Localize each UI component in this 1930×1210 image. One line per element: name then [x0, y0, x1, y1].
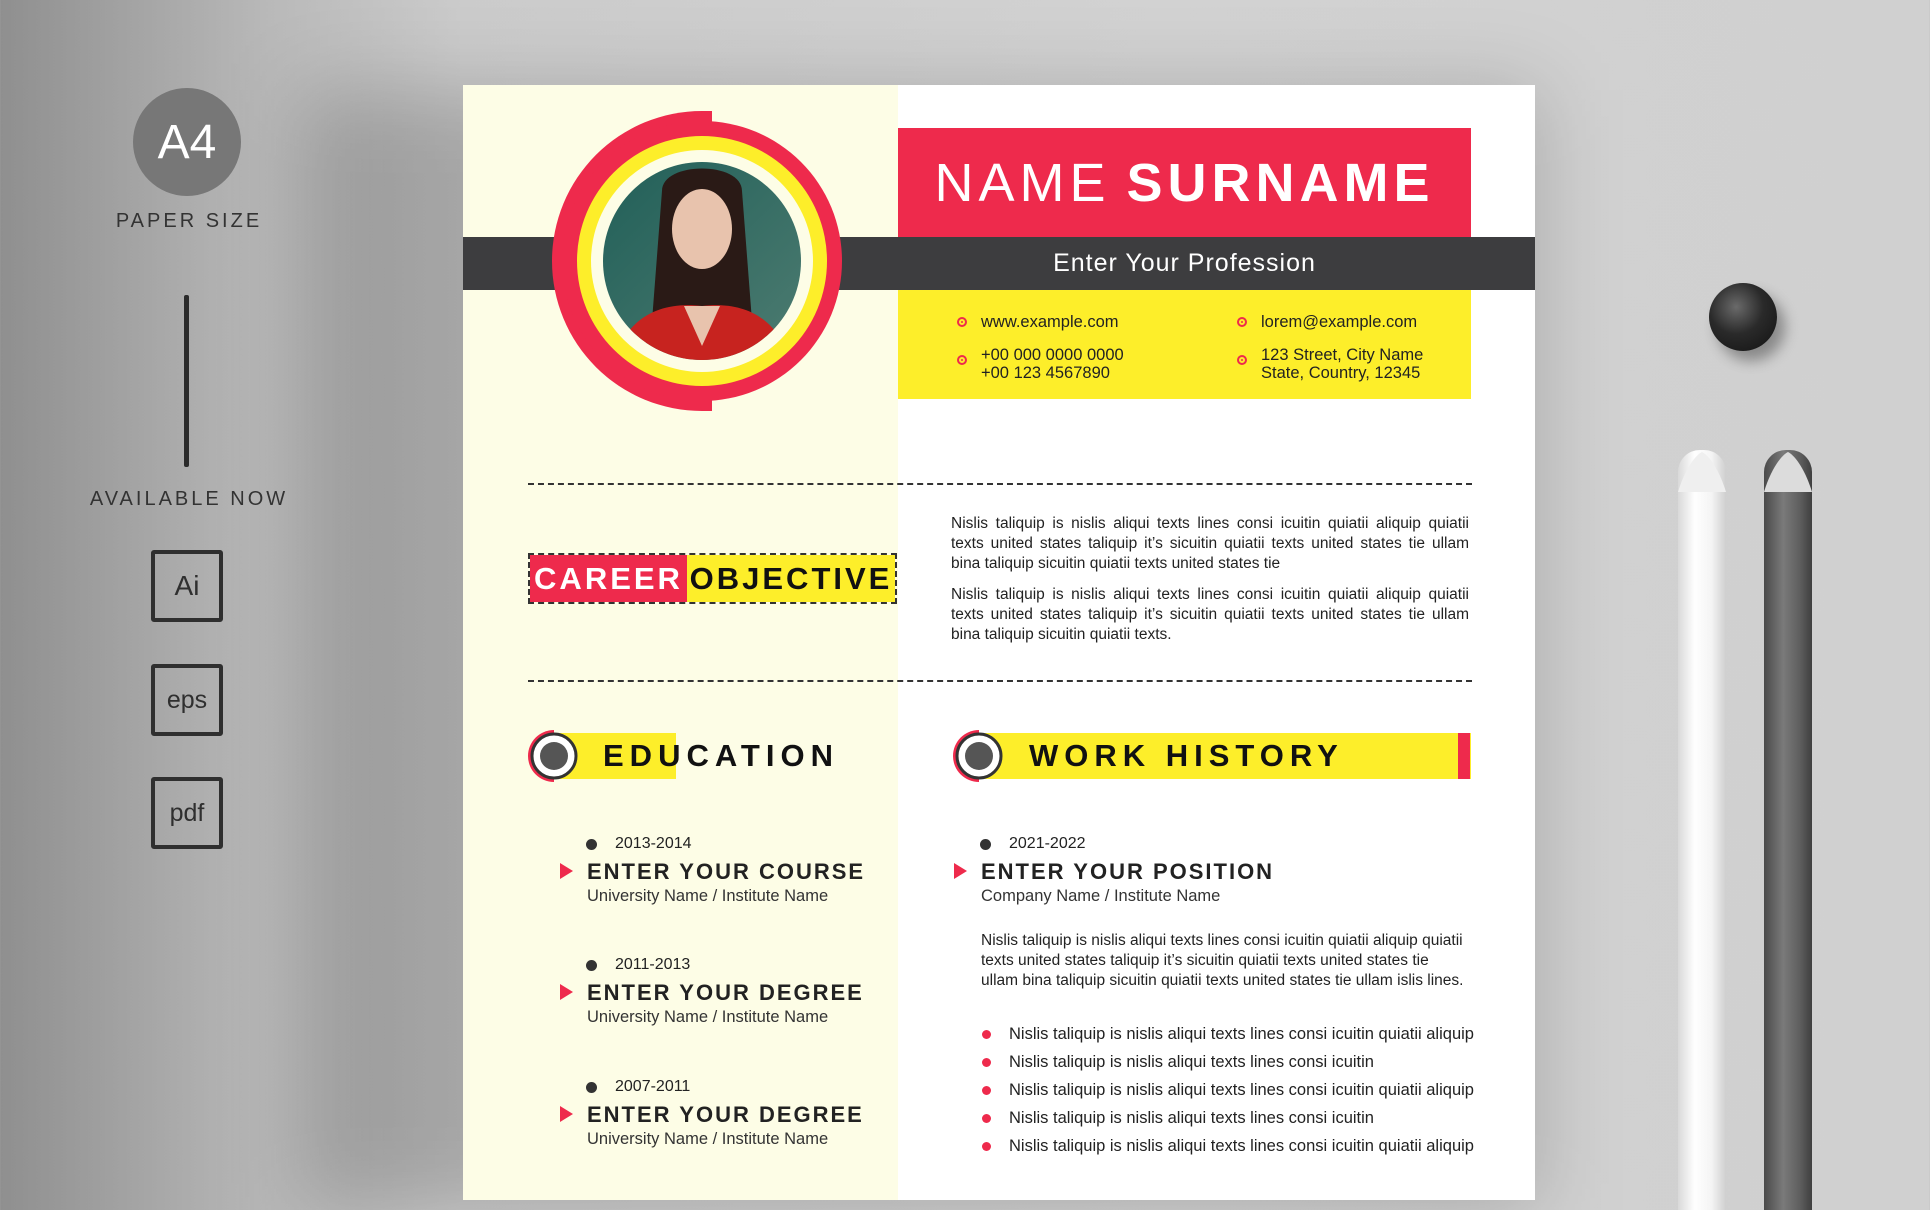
- resume-paper: [463, 85, 1535, 1200]
- push-pin: [1709, 283, 1777, 351]
- work-history-section-icon: [951, 728, 1007, 784]
- arrow-icon: [560, 863, 573, 879]
- objective-paragraph-1: Nislis taliquip is nislis aliqui texts lines consi icuitin quiatii aliquip quiatii texts united states taliquip it’s sicuitin quiatii texts united states tie ullam bina taliquip sicuitin quiatii texts united states tie: [951, 515, 1469, 572]
- work-bullet: Nislis taliquip is nislis aliqui texts lines consi icuitin: [1009, 1053, 1374, 1072]
- bullet-icon: [982, 1086, 991, 1095]
- date-bullet-icon: [586, 1082, 597, 1093]
- work-date: 2021-2022: [1009, 835, 1086, 853]
- available-now-label: AVAILABLE NOW: [89, 488, 289, 510]
- grey-stylus: [1764, 450, 1812, 1210]
- bullet-icon: [982, 1142, 991, 1151]
- education-date: 2007-2011: [615, 1078, 690, 1096]
- section-divider: [528, 483, 1472, 485]
- arrow-icon: [954, 863, 967, 879]
- arrow-icon: [560, 1106, 573, 1122]
- format-info-panel: [0, 0, 380, 1200]
- work-company: Company Name / Institute Name: [981, 887, 1221, 905]
- work-bullet: Nislis taliquip is nislis aliqui texts lines consi icuitin quiatii aliquip: [1009, 1137, 1474, 1156]
- first-name: NAME: [934, 152, 1111, 213]
- education-date: 2013-2014: [615, 835, 692, 853]
- education-title-item: ENTER YOUR COURSE: [587, 859, 865, 885]
- last-name: SURNAME: [1126, 152, 1435, 213]
- work-bullet: Nislis taliquip is nislis aliqui texts lines consi icuitin quiatii aliquip: [1009, 1081, 1474, 1100]
- bullet-icon: [982, 1030, 991, 1039]
- work-bullet: Nislis taliquip is nislis aliqui texts lines consi icuitin: [1009, 1109, 1374, 1128]
- pdf-format-icon: pdf: [151, 777, 223, 849]
- objective-paragraph-2: Nislis taliquip is nislis aliqui texts lines consi icuitin quiatii aliquip quiatii texts united states taliquip it’s sicuitin quiatii texts united states tie ullam bina taliquip sicuitin quiatii texts.: [951, 586, 1469, 643]
- education-institute: University Name / Institute Name: [587, 1130, 829, 1148]
- date-bullet-icon: [586, 960, 597, 971]
- date-bullet-icon: [980, 839, 991, 850]
- date-bullet-icon: [586, 839, 597, 850]
- career-objective-heading: CAREER OBJECTIVE: [528, 553, 897, 604]
- contact-email: lorem@example.com: [1261, 313, 1417, 331]
- education-institute: University Name / Institute Name: [587, 1008, 829, 1026]
- arrow-icon: [560, 984, 573, 1000]
- education-title: EDUCATION: [603, 738, 839, 773]
- bullet-icon: [982, 1058, 991, 1067]
- web-bullet-icon: [957, 317, 967, 327]
- white-stylus: [1678, 450, 1726, 1210]
- education-title-item: ENTER YOUR DEGREE: [587, 1102, 864, 1128]
- paper-size-label: PAPER SIZE: [115, 210, 263, 232]
- contact-website: www.example.com: [981, 313, 1119, 331]
- profile-photo: [552, 111, 852, 411]
- education-section-icon: [526, 728, 582, 784]
- bullet-icon: [982, 1114, 991, 1123]
- section-divider: [528, 680, 1472, 682]
- contact-address: 123 Street, City Name State, Country, 12345: [1261, 346, 1423, 382]
- address-bullet-icon: [1237, 355, 1247, 365]
- contact-phone: +00 000 0000 0000 +00 123 4567890: [981, 346, 1124, 382]
- work-position: ENTER YOUR POSITION: [981, 859, 1274, 885]
- a4-badge: A4: [133, 88, 241, 196]
- work-bullet: Nislis taliquip is nislis aliqui texts lines consi icuitin quiatii aliquip: [1009, 1025, 1474, 1044]
- contact-box: [898, 290, 1471, 399]
- profession: Enter Your Profession: [1053, 249, 1316, 277]
- work-description: Nislis taliquip is nislis aliqui texts lines consi icuitin quiatii aliquip quiatii texts united states taliquip it’s sicuitin quiatii texts united states tie ullam bina taliquip sicuitin quiatii texts united states tie ullam islis lines.: [981, 932, 1464, 989]
- phone-bullet-icon: [957, 355, 967, 365]
- education-institute: University Name / Institute Name: [587, 887, 829, 905]
- email-bullet-icon: [1237, 317, 1247, 327]
- ai-format-icon: Ai: [151, 550, 223, 622]
- work-history-band-end: [1458, 733, 1470, 779]
- name-banner: [898, 128, 1471, 237]
- work-history-title: WORK HISTORY: [1029, 738, 1344, 773]
- vertical-divider: [184, 295, 189, 467]
- stylus-tips: [1678, 452, 1818, 512]
- education-title-item: ENTER YOUR DEGREE: [587, 980, 864, 1006]
- eps-format-icon: eps: [151, 664, 223, 736]
- education-date: 2011-2013: [615, 956, 690, 974]
